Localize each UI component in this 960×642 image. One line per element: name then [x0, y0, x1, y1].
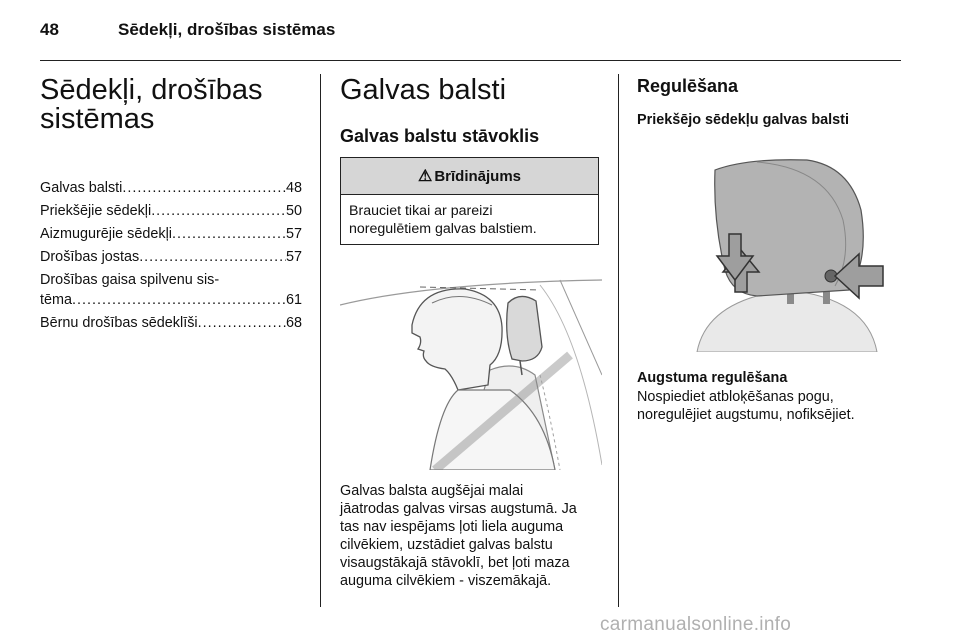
- warning-heading: Brīdinājums: [434, 167, 522, 185]
- paragraph-line: tas nav iespējams ļoti liela auguma: [340, 519, 564, 535]
- page-number: 48: [40, 20, 59, 39]
- toc-leader: [198, 313, 286, 333]
- toc-leader: [139, 247, 286, 267]
- toc-entry[interactable]: [40, 178, 302, 198]
- toc-page: 68: [285, 315, 302, 331]
- toc-label: Priekšējie sēdekļi: [40, 203, 152, 219]
- toc-entry[interactable]: [40, 224, 302, 244]
- toc-page: 57: [285, 249, 302, 265]
- toc-leader: [72, 290, 286, 310]
- body-paragraph: [637, 388, 901, 424]
- head-restraint-adjustment-illustration: [637, 140, 901, 352]
- warning-text: [341, 195, 598, 238]
- toc-entry[interactable]: [40, 201, 302, 221]
- paragraph-line: jāatrodas galvas virsas augstumā. Ja: [340, 501, 577, 517]
- toc-label: Drošības gaisa spilvenu sis-: [40, 272, 220, 288]
- toc-leader: [122, 178, 286, 198]
- chapter-title-line: Sēdekļi, drošības: [40, 74, 263, 106]
- paragraph-line: cilvēkiem, uzstādiet galvas balstu: [340, 537, 553, 553]
- chapter-title: [40, 76, 300, 134]
- header-rule: [40, 60, 901, 61]
- body-paragraph: [340, 482, 604, 590]
- toc-label: Drošības jostas: [40, 249, 140, 265]
- toc-leader: [151, 201, 286, 221]
- toc-label: Bērnu drošības sēdeklīši: [40, 315, 198, 331]
- paragraph-line: Nospiediet atbloķēšanas pogu,: [637, 389, 834, 405]
- section-title: Regulēšana: [637, 76, 739, 96]
- warning-header: [341, 158, 598, 195]
- toc-page: 57: [285, 226, 302, 242]
- toc-entry[interactable]: [40, 270, 302, 310]
- toc-page: 50: [285, 203, 302, 219]
- paragraph-line: noregulējiet augstumu, nofiksējiet.: [637, 407, 855, 423]
- toc-page: 48: [285, 180, 302, 196]
- chapter-title-line: sistēmas: [40, 103, 155, 135]
- toc-entry[interactable]: [40, 313, 302, 333]
- warning-line: noregulētiem galvas balstiem.: [349, 221, 537, 237]
- paragraph-line: visaugstākajā stāvoklī, bet ļoti maza: [340, 555, 570, 571]
- toc-page: 61: [285, 292, 302, 308]
- toc-entry[interactable]: [40, 247, 302, 267]
- table-of-contents: [40, 178, 302, 336]
- running-header: Sēdekļi, drošības sistēmas: [118, 20, 336, 39]
- warning-box: [340, 157, 599, 245]
- warning-triangle-icon: ⚠: [417, 168, 433, 185]
- head-restraint-position-illustration: [340, 265, 602, 470]
- toc-leader: [172, 224, 286, 244]
- section-subtitle: Priekšējo sēdekļu galvas balsti: [637, 112, 849, 128]
- section-subtitle: Galvas balstu stāvoklis: [340, 126, 540, 146]
- column-divider: [618, 74, 619, 607]
- paragraph-line: auguma cilvēkiem - viszemākajā.: [340, 573, 552, 589]
- warning-line: Brauciet tikai ar pareizi: [349, 203, 493, 219]
- toc-label: Aizmugurējie sēdekļi: [40, 226, 172, 242]
- toc-label: Galvas balsti: [40, 180, 123, 196]
- column-divider: [320, 74, 321, 607]
- toc-label: tēma: [40, 292, 72, 308]
- subsection-heading: Augstuma regulēšana: [637, 370, 788, 386]
- watermark: carmanualsonline.info: [600, 614, 792, 635]
- section-title: Galvas balsti: [340, 74, 507, 106]
- paragraph-line: Galvas balsta augšējai malai: [340, 483, 524, 499]
